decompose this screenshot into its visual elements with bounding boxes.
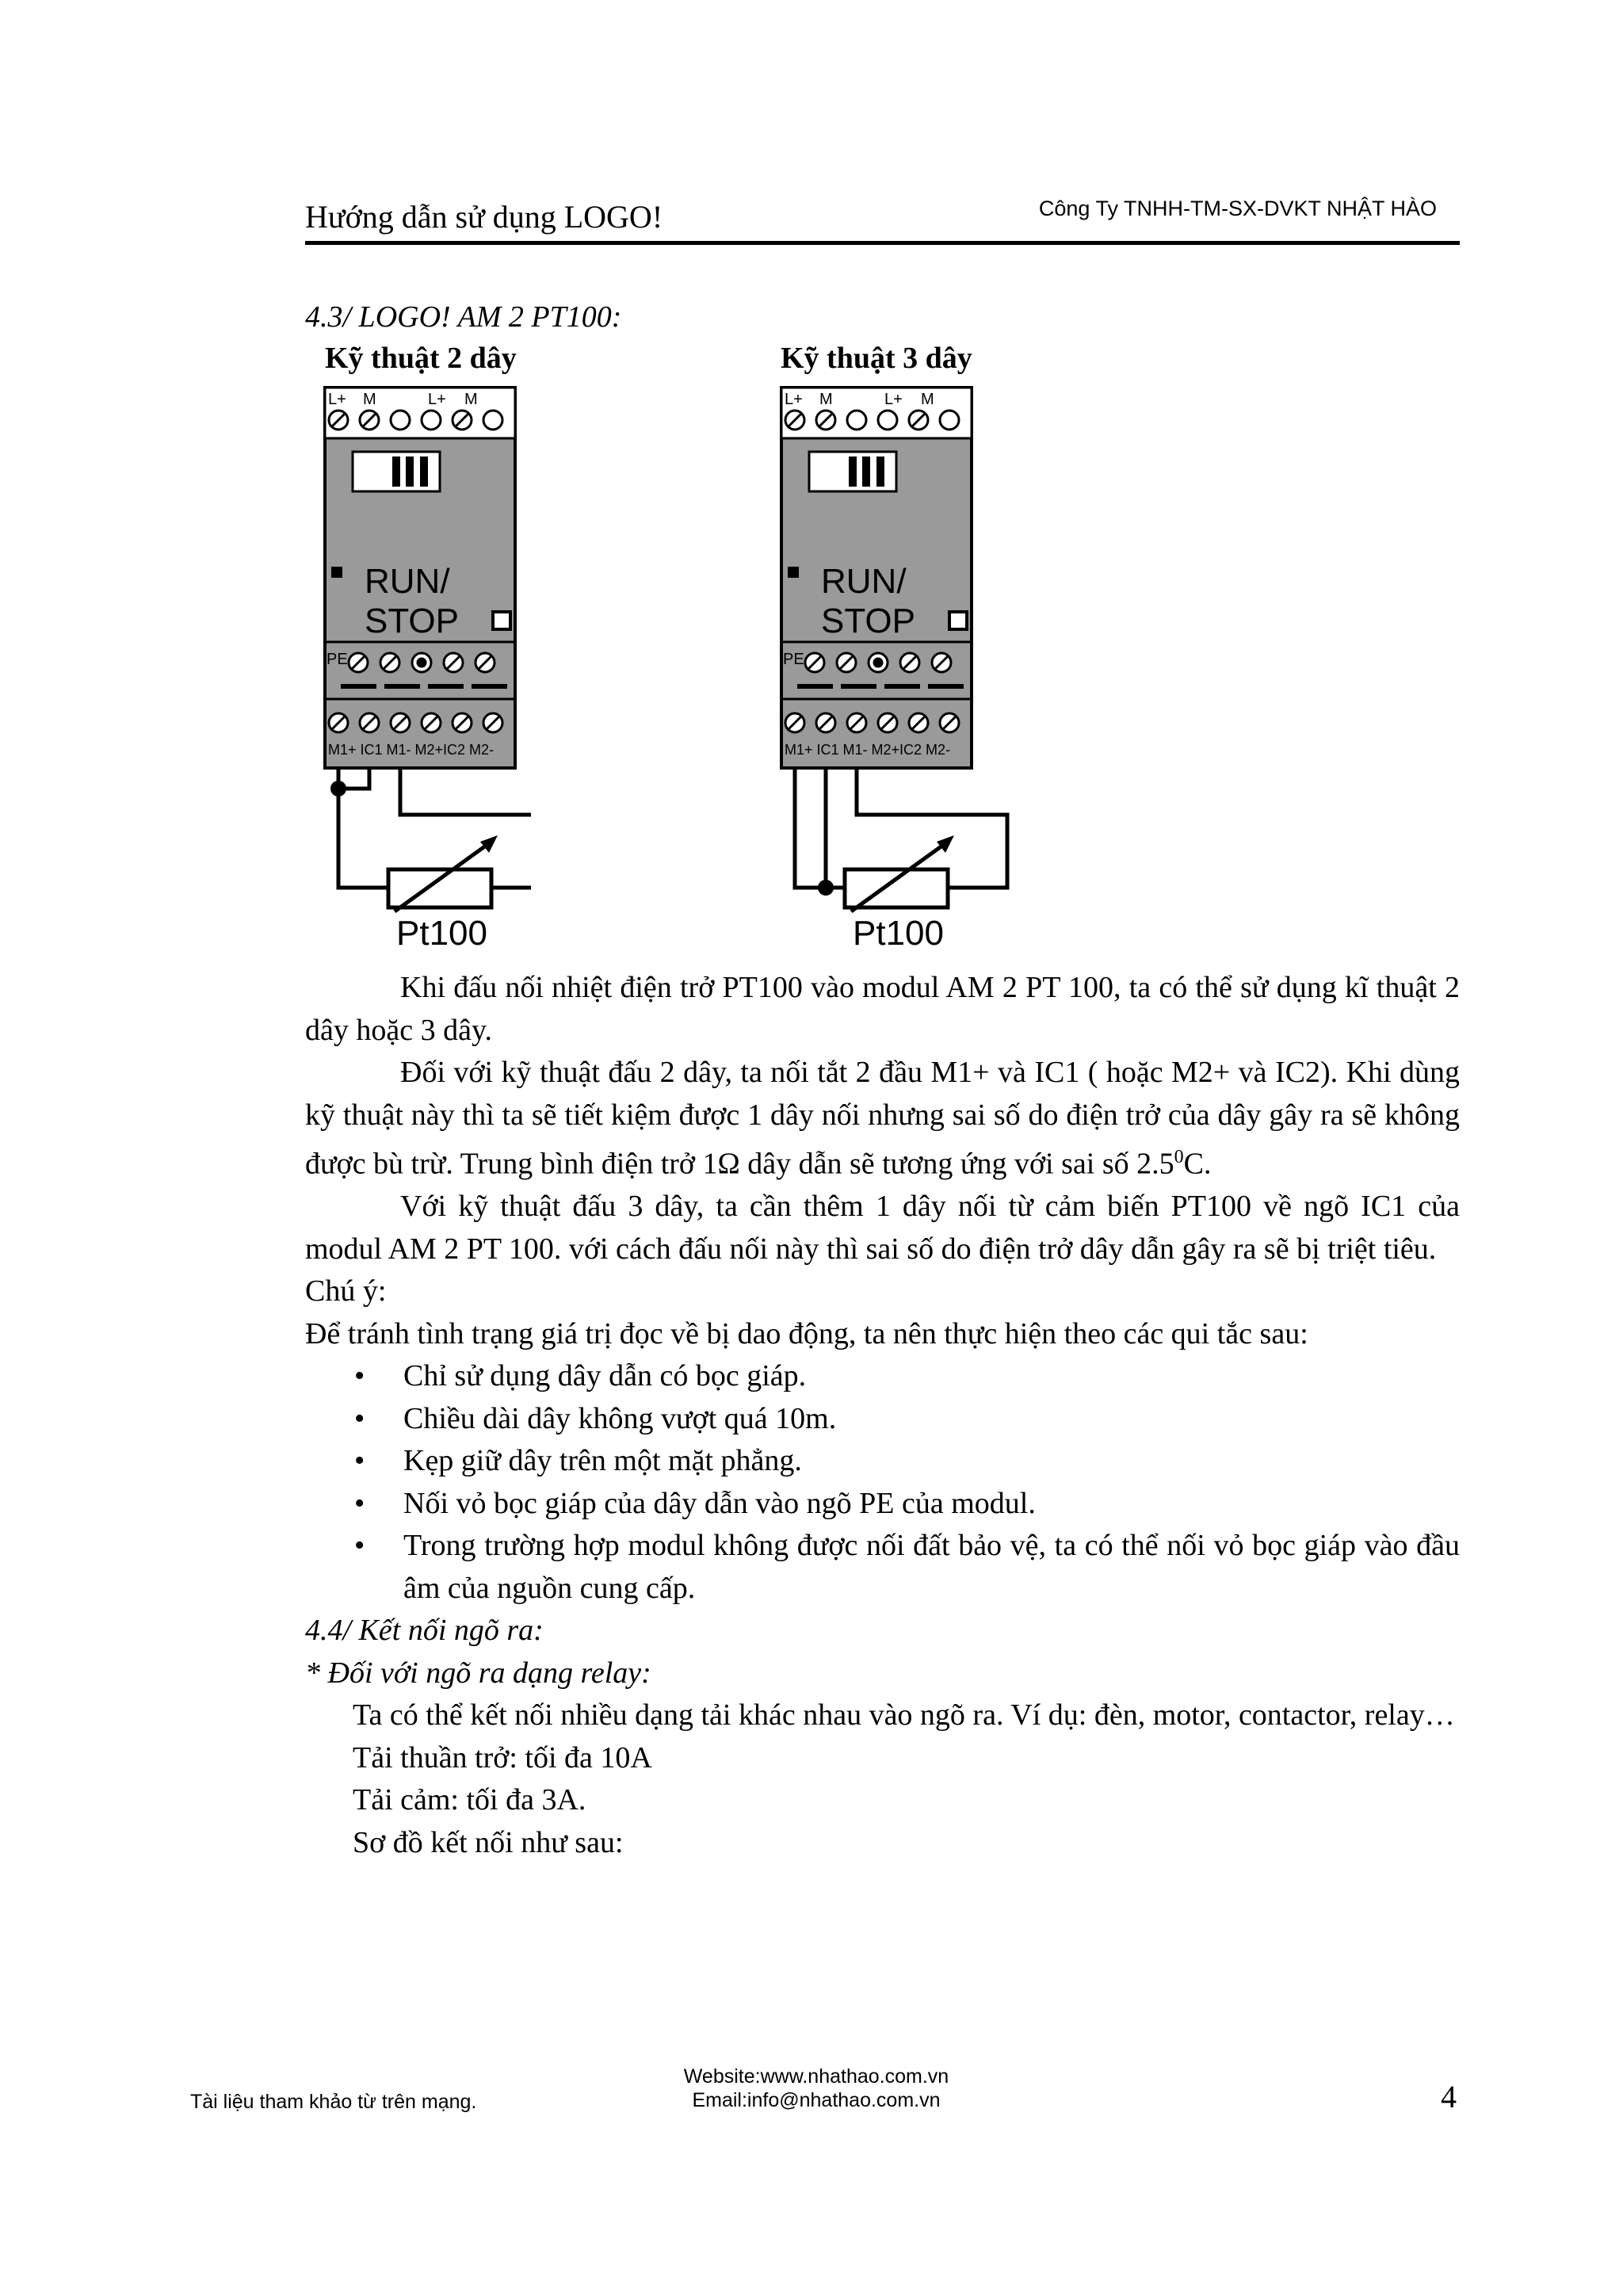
footer-website: Website:www.nhathao.com.vn [683, 2065, 949, 2088]
header-title: Hướng dẫn sử dụng LOGO! [305, 199, 663, 235]
footer-source: Tài liệu tham khảo từ trên mạng. [190, 2091, 477, 2113]
relay-paragraph: Ta có thể kết nối nhiều dạng tải khác nhau vào ngõ ra. Ví dụ: đèn, motor, contactor, relay… [353, 1698, 1455, 1733]
diagram-2-wire [317, 380, 531, 967]
section-4-4-title: 4.4/ Kết nối ngõ ra: [305, 1614, 544, 1648]
svg-text:L+: L+ [428, 391, 446, 408]
junction-dot [818, 880, 834, 896]
header-company: Công Ty TNHH-TM-SX-DVKT NHẬT HÀO [1038, 197, 1437, 220]
label-stop: STOP [821, 602, 916, 640]
status-led [788, 567, 799, 578]
list-item: • Kẹp giữ dây trên một mặt phẳng. [305, 1440, 1460, 1483]
terminal-labels: M1+ IC1 M1- M2+IC2 M2- [785, 742, 951, 758]
label-pe: PE [327, 651, 348, 668]
display-segments [392, 457, 428, 487]
diagram-left-title: Kỹ thuật 2 dây [325, 342, 517, 375]
svg-text:M: M [464, 391, 478, 408]
display-segments [849, 457, 884, 487]
degree-superscript: 0 [1174, 1147, 1184, 1167]
relay-subtitle: * Đối với ngõ ra dạng relay: [305, 1656, 651, 1690]
svg-text:M: M [921, 391, 934, 408]
sensor-label: Pt100 [396, 914, 487, 953]
header-rule [305, 241, 1460, 245]
load-inductive: Tải cảm: tối đa 3A. [353, 1783, 586, 1817]
load-resistive: Tải thuần trở: tối đa 10A [353, 1740, 652, 1775]
diagram-3-wire [773, 380, 1027, 967]
run-stop-button [493, 612, 510, 629]
footer-email: Email:info@nhathao.com.vn [692, 2089, 941, 2111]
svg-text:L+: L+ [884, 391, 903, 408]
label-stop: STOP [365, 602, 460, 640]
pt100-sensor [845, 869, 948, 907]
footer-contact [618, 2065, 1014, 2112]
list-item: • Nối vỏ bọc giáp của dây dẫn vào ngõ PE của modul. [305, 1483, 1460, 1526]
label-run: RUN/ [365, 562, 450, 601]
svg-text:L+: L+ [785, 391, 803, 408]
junction-dot [330, 781, 346, 797]
note-label: Chú ý: [305, 1274, 387, 1308]
list-item: • Chỉ sử dụng dây dẫn có bọc giáp. [305, 1355, 1460, 1398]
run-stop-button [949, 612, 967, 629]
pt100-sensor [388, 869, 491, 907]
label-run: RUN/ [821, 562, 907, 601]
diagram-right-title: Kỹ thuật 3 dây [781, 342, 972, 375]
sensor-label: Pt100 [853, 914, 944, 953]
body-text [305, 967, 1460, 1864]
status-led [331, 567, 342, 578]
diagram-intro: Sơ đồ kết nối như sau: [353, 1825, 624, 1859]
rules-list [305, 1355, 1460, 1610]
paragraph-3: Với kỹ thuật đấu 3 dây, ta cần thêm 1 dây nối từ cảm biến PT100 về ngõ IC1 của modul AM 2 PT 100. với cách đấu nối này thì sai số do điện trở dây dẫn gây ra sẽ bị triệt tiêu. [305, 1190, 1460, 1266]
paragraph-2: Đối với kỹ thuật đấu 2 dây, ta nối tắt 2 đầu M1+ và IC1 ( hoặc M2+ và IC2). Khi dùng kỹ thuật này thì ta sẽ tiết kiệm được 1 dây nối nhưng sai số do điện trở của dây gây ra sẽ không được bù trừ. Trung bình điện trở 1Ω dây dẫn sẽ tương ứng với sai số $2.5^0C$. [305, 1056, 1460, 1181]
svg-text:M: M [819, 391, 833, 408]
label-pe: PE [783, 651, 804, 668]
list-item: • Chiều dài dây không vượt quá 10m. [305, 1398, 1460, 1441]
terminal-labels: M1+ IC1 M1- M2+IC2 M2- [328, 742, 495, 758]
svg-text:L+: L+ [328, 391, 346, 408]
section-4-3-title: 4.3/ LOGO! AM 2 PT100: [305, 300, 622, 334]
page-number: 4 [1441, 2079, 1457, 2115]
list-item: • Trong trường hợp modul không được nối đất bảo vệ, ta có thể nối vỏ bọc giáp vào đầu âm của nguồn cung cấp. [305, 1525, 1460, 1610]
note-intro: Để tránh tình trạng giá trị đọc về bị dao động, ta nên thực hiện theo các qui tắc sau: [305, 1316, 1308, 1350]
paragraph-1: Khi đấu nối nhiệt điện trở PT100 vào modul AM 2 PT 100, ta có thể sử dụng kĩ thuật 2 dây hoặc 3 dây. [305, 971, 1460, 1047]
svg-text:M: M [363, 391, 376, 408]
